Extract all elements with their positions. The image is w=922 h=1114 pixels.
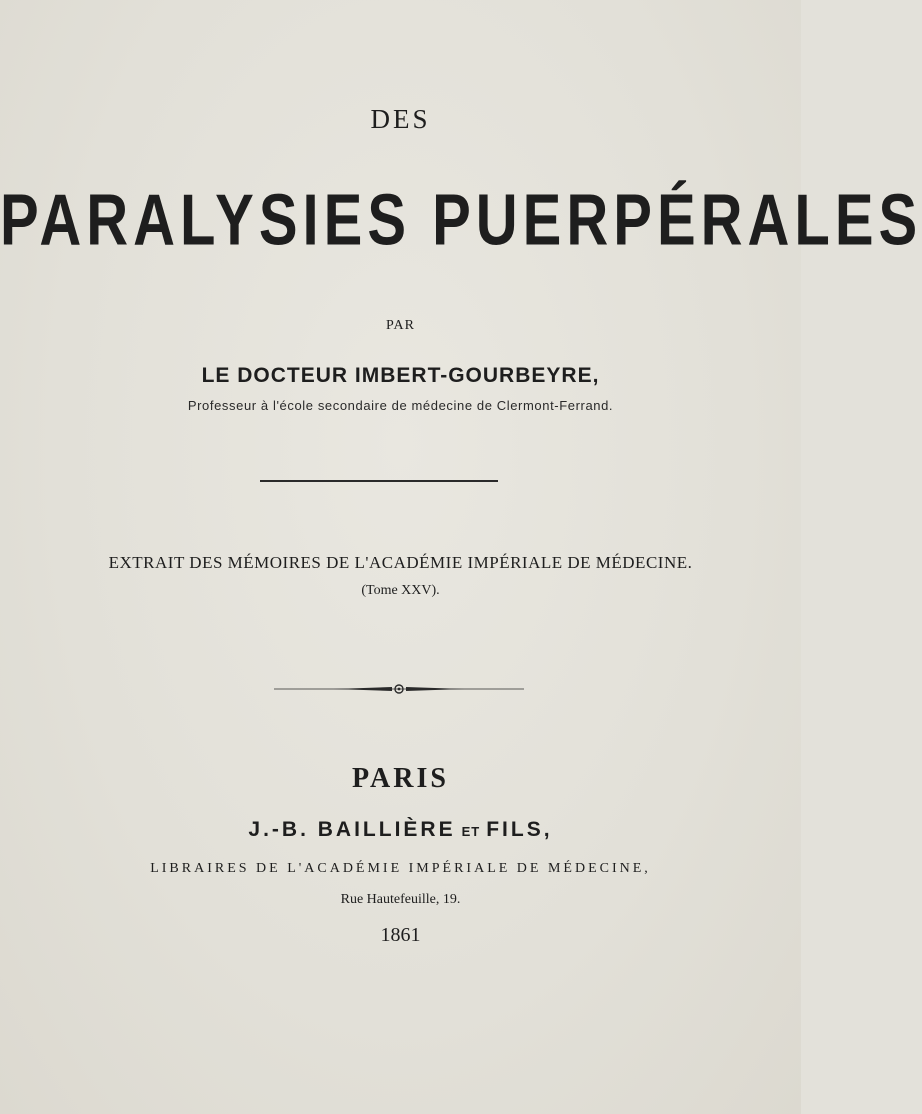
author-name: LE DOCTEUR IMBERT-GOURBEYRE, [201, 364, 600, 387]
publication-year: 1861 [380, 924, 421, 946]
ornament-divider-icon [274, 682, 524, 696]
publisher [0, 818, 801, 842]
main-title: PARALYSIES PUERPÉRALES [0, 179, 922, 261]
extract-note: EXTRAIT DES MÉMOIRES DE L'ACADÉMIE IMPÉRIALE DE MÉDECINE. [108, 553, 693, 572]
title-prefix: DES [370, 104, 431, 134]
by-line: PAR [386, 318, 415, 333]
publisher-conjunction: ET [461, 824, 481, 839]
publisher-address: Rue Hautefeuille, 19. [340, 892, 461, 907]
publisher-suffix: FILS, [486, 818, 553, 841]
publisher-name: J.-B. BAILLIÈRE [248, 818, 456, 841]
publication-city: PARIS [352, 763, 449, 794]
horizontal-rule [260, 480, 498, 482]
author-affiliation: Professeur à l'école secondaire de médecine de Clermont-Ferrand. [187, 398, 614, 413]
publisher-role: LIBRAIRES DE L'ACADÉMIE IMPÉRIALE DE MÉDECINE, [150, 861, 651, 876]
volume-note: (Tome XXV). [361, 583, 440, 598]
